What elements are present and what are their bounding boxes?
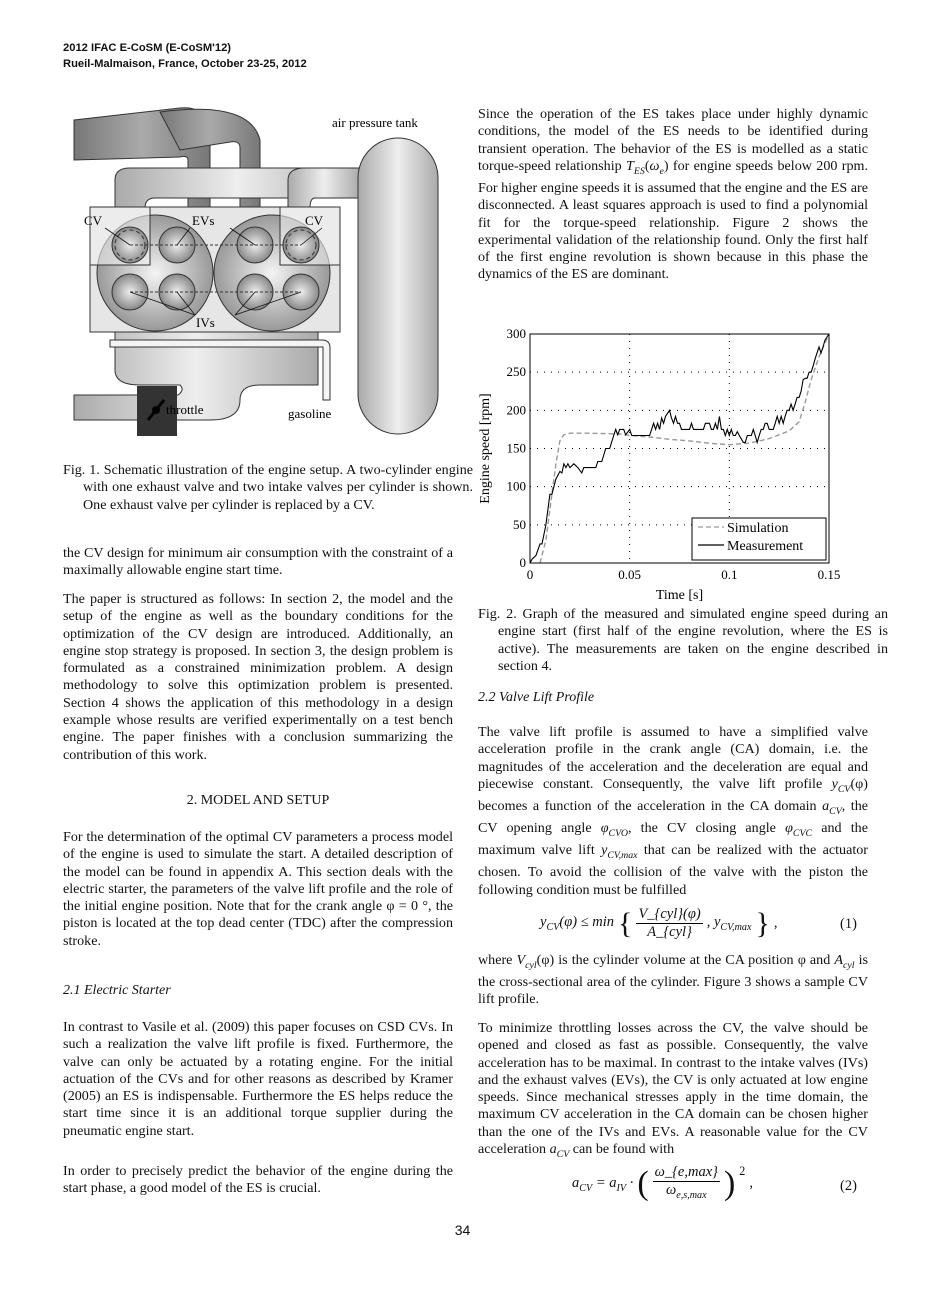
paragraph: the CV design for minimum air consumption with the constraint of a maximally allowable engine start time. [63,545,453,579]
page-number: 34 [454,1222,471,1238]
paragraph: Since the operation of the ES takes place under highly dynamic conditions, the model of the ES needs to be identified during transient operation. The behavior of the ES is modelled as a static torque-speed relationship $T_{ES}(\omega_e)$ for engine speeds below 200 rpm. For higher engine speeds it is assumed that the engine and the ES are disconnected. A least squares approach is used to find a polynomial fit for the torque-speed relationship. Figure 2 shows the experimental validation of the relationship found. Only the first half of the first engine revolution is shown because in this phase the dynamics of the ES are dominant. [478,106,868,283]
y-tick-label: 0 [519,555,526,570]
equation-1: $y_{CV}(\varphi) \le \min$ { V_{cyl}(φ) A_{cyl} , $y_{CV,max}$ } , [540,906,778,940]
label-cv-left: CV [84,213,103,228]
paragraph: The valve lift profile is assumed to have a simplified valve acceleration profile in the crank angle (CA) domain, i.e. the magnitudes of the acceleration and the deceleration are equal and piecewise constant. Consequently, the valve lift profile $y_{CV}(\varphi)$ becomes a function of the acceleration in the CA domain $a_{CV}$, the CV opening angle $\varphi_{CVO}$, the CV closing angle $\varphi_{CVC}$ and the maximum valve lift $y_{CV,max}$ that can be realized with the actuator chosen. To avoid the collision of the valve with the piston the following condition must be fulfilled [478,724,869,898]
equation-2: $a_{CV} = a_{IV}$ · ( ω_{e,max} $\omega_{e,s,max}$ ) $^2$ , [572,1164,753,1202]
equation-lhs: $y_{CV}(\varphi) \le \min$ [540,914,615,933]
y-tick-label: 50 [513,516,526,532]
y-tick-label: 150 [506,440,526,456]
header-line-2: Rueil-Malmaison, France, October 23-25, 2012 [63,58,307,70]
equation-numerator: V_{cyl}(φ) [638,906,701,922]
x-tick-label: 0 [526,567,534,582]
section-heading: 2. MODEL AND SETUP [186,793,330,808]
legend-label: Simulation [727,521,789,536]
label-throttle: throttle [166,402,204,417]
header-line-1: 2012 IFAC E-CoSM (E-CoSM'12) [63,42,232,54]
conference-header [63,40,307,72]
air-pipe [288,168,360,208]
equation-number: (2) [840,1178,857,1194]
label-air-pressure-tank: air pressure tank [332,115,418,130]
paragraph: where $V_{cyl}(\varphi)$ is the cylinder volume at the CA position φ and $A_{cyl}$ is the cross-sectional area of the cylinder. Figure 3 shows a sample CV lift profile. [478,952,868,1008]
equation-number: (1) [840,916,857,932]
label-gasoline: gasoline [288,406,332,421]
equation-denominator: $\omega_{e,s,max}$ [665,1182,707,1201]
air-pressure-tank [358,138,438,434]
x-tick-label: 0.05 [618,567,642,582]
subsection-heading: 2.1 Electric Starter [63,983,171,998]
equation-lhs: $a_{CV} = a_{IV}$ · [572,1174,634,1194]
paragraph: In contrast to Vasile et al. (2009) this paper focuses on CSD CVs. In such a realization the valve lift profile is fixed. Furthermore, the valve can only be actuated by a rotating engine. For the initial actuation of the CVs and for other reasons as described by Kramer (2005) an ES is indispensable. Furthermore the ES helps reduce the start time since it is an additional torque supplier during the pneumatic engine start. [63,1019,453,1139]
figure-1-caption: Fig. 1. Schematic illustration of the engine setup. A two-cylinder engine with one exhaust valve and two intake valves per cylinder is shown. One exhaust valve per cylinder is replaced by a CV. [63,462,473,513]
subsection-heading: 2.2 Valve Lift Profile [478,690,595,705]
y-tick-label: 100 [506,478,526,494]
equation-exponent: 2 [739,1164,746,1178]
label-evs: EVs [192,213,215,228]
legend-label: Measurement [727,539,804,554]
figure-2-caption: Fig. 2. Graph of the measured and simulated engine speed during an engine start (first half of the engine revolution, where the ES is active). The measurements are taken on the engine described in section 4. [478,606,888,674]
y-tick-label: 200 [506,402,526,418]
label-cv-right: CV [305,213,324,228]
y-axis-label: Engine speed [rpm] [478,393,493,504]
x-tick-label: 0.15 [817,567,841,582]
equation-numerator: ω_{e,max} [654,1164,718,1180]
y-tick-label: 250 [506,364,526,380]
x-tick-label: 0.1 [721,567,738,582]
label-ivs: IVs [196,315,215,330]
paragraph: In order to precisely predict the behavior of the engine during the start phase, a good model of the ES is crucial. [63,1163,453,1197]
equation-denominator: A_{cyl} [647,924,692,940]
paragraph: The paper is structured as follows: In section 2, the model and the setup of the engine as well as the boundary conditions for the optimization of the CV design are introduced. Additionally, an engine stop strategy is proposed. In section 3, the design problem is formulated as a constrained minimization problem. A design methodology to solve this optimization problem is presented. Section 4 shows the application of this methodology in a design example whose results are verified experimentally on a test bench engine. The paper finishes with a conclusion summarizing the contribution of this work. [63,591,453,763]
paragraph: To minimize throttling losses across the CV, the valve should be opened and closed as fast as possible. Consequently, the valve acceleration has to be maximal. In contrast to the intake valves (IVs) and the exhaust valves (EVs), the CV is only actuated at low engine speeds. Since mechanical stresses apply in the time domain, the maximum CV acceleration in the CA domain can be chosen higher than the one of the IVs and EVs. A reasonable value for the CV acceleration $a_{CV}$ can be found with [478,1020,868,1160]
engine-schematic-figure [60,100,460,450]
y-tick-label: 300 [506,326,526,341]
engine-speed-chart [470,322,860,607]
equation-term: , $y_{CV,max}$ [706,914,752,933]
x-axis-label: Time [s] [655,588,704,603]
paragraph: For the determination of the optimal CV parameters a process model of the engine is used to simulate the start. A detailed description of the model can be found in appendix A. This section deals with the electric starter, the parameters of the valve lift profile and the role of the initial engine position. Note that for the crank angle φ = 0 °, the piston is located at the top dead center (TDC) after the compression stroke. [63,829,453,949]
